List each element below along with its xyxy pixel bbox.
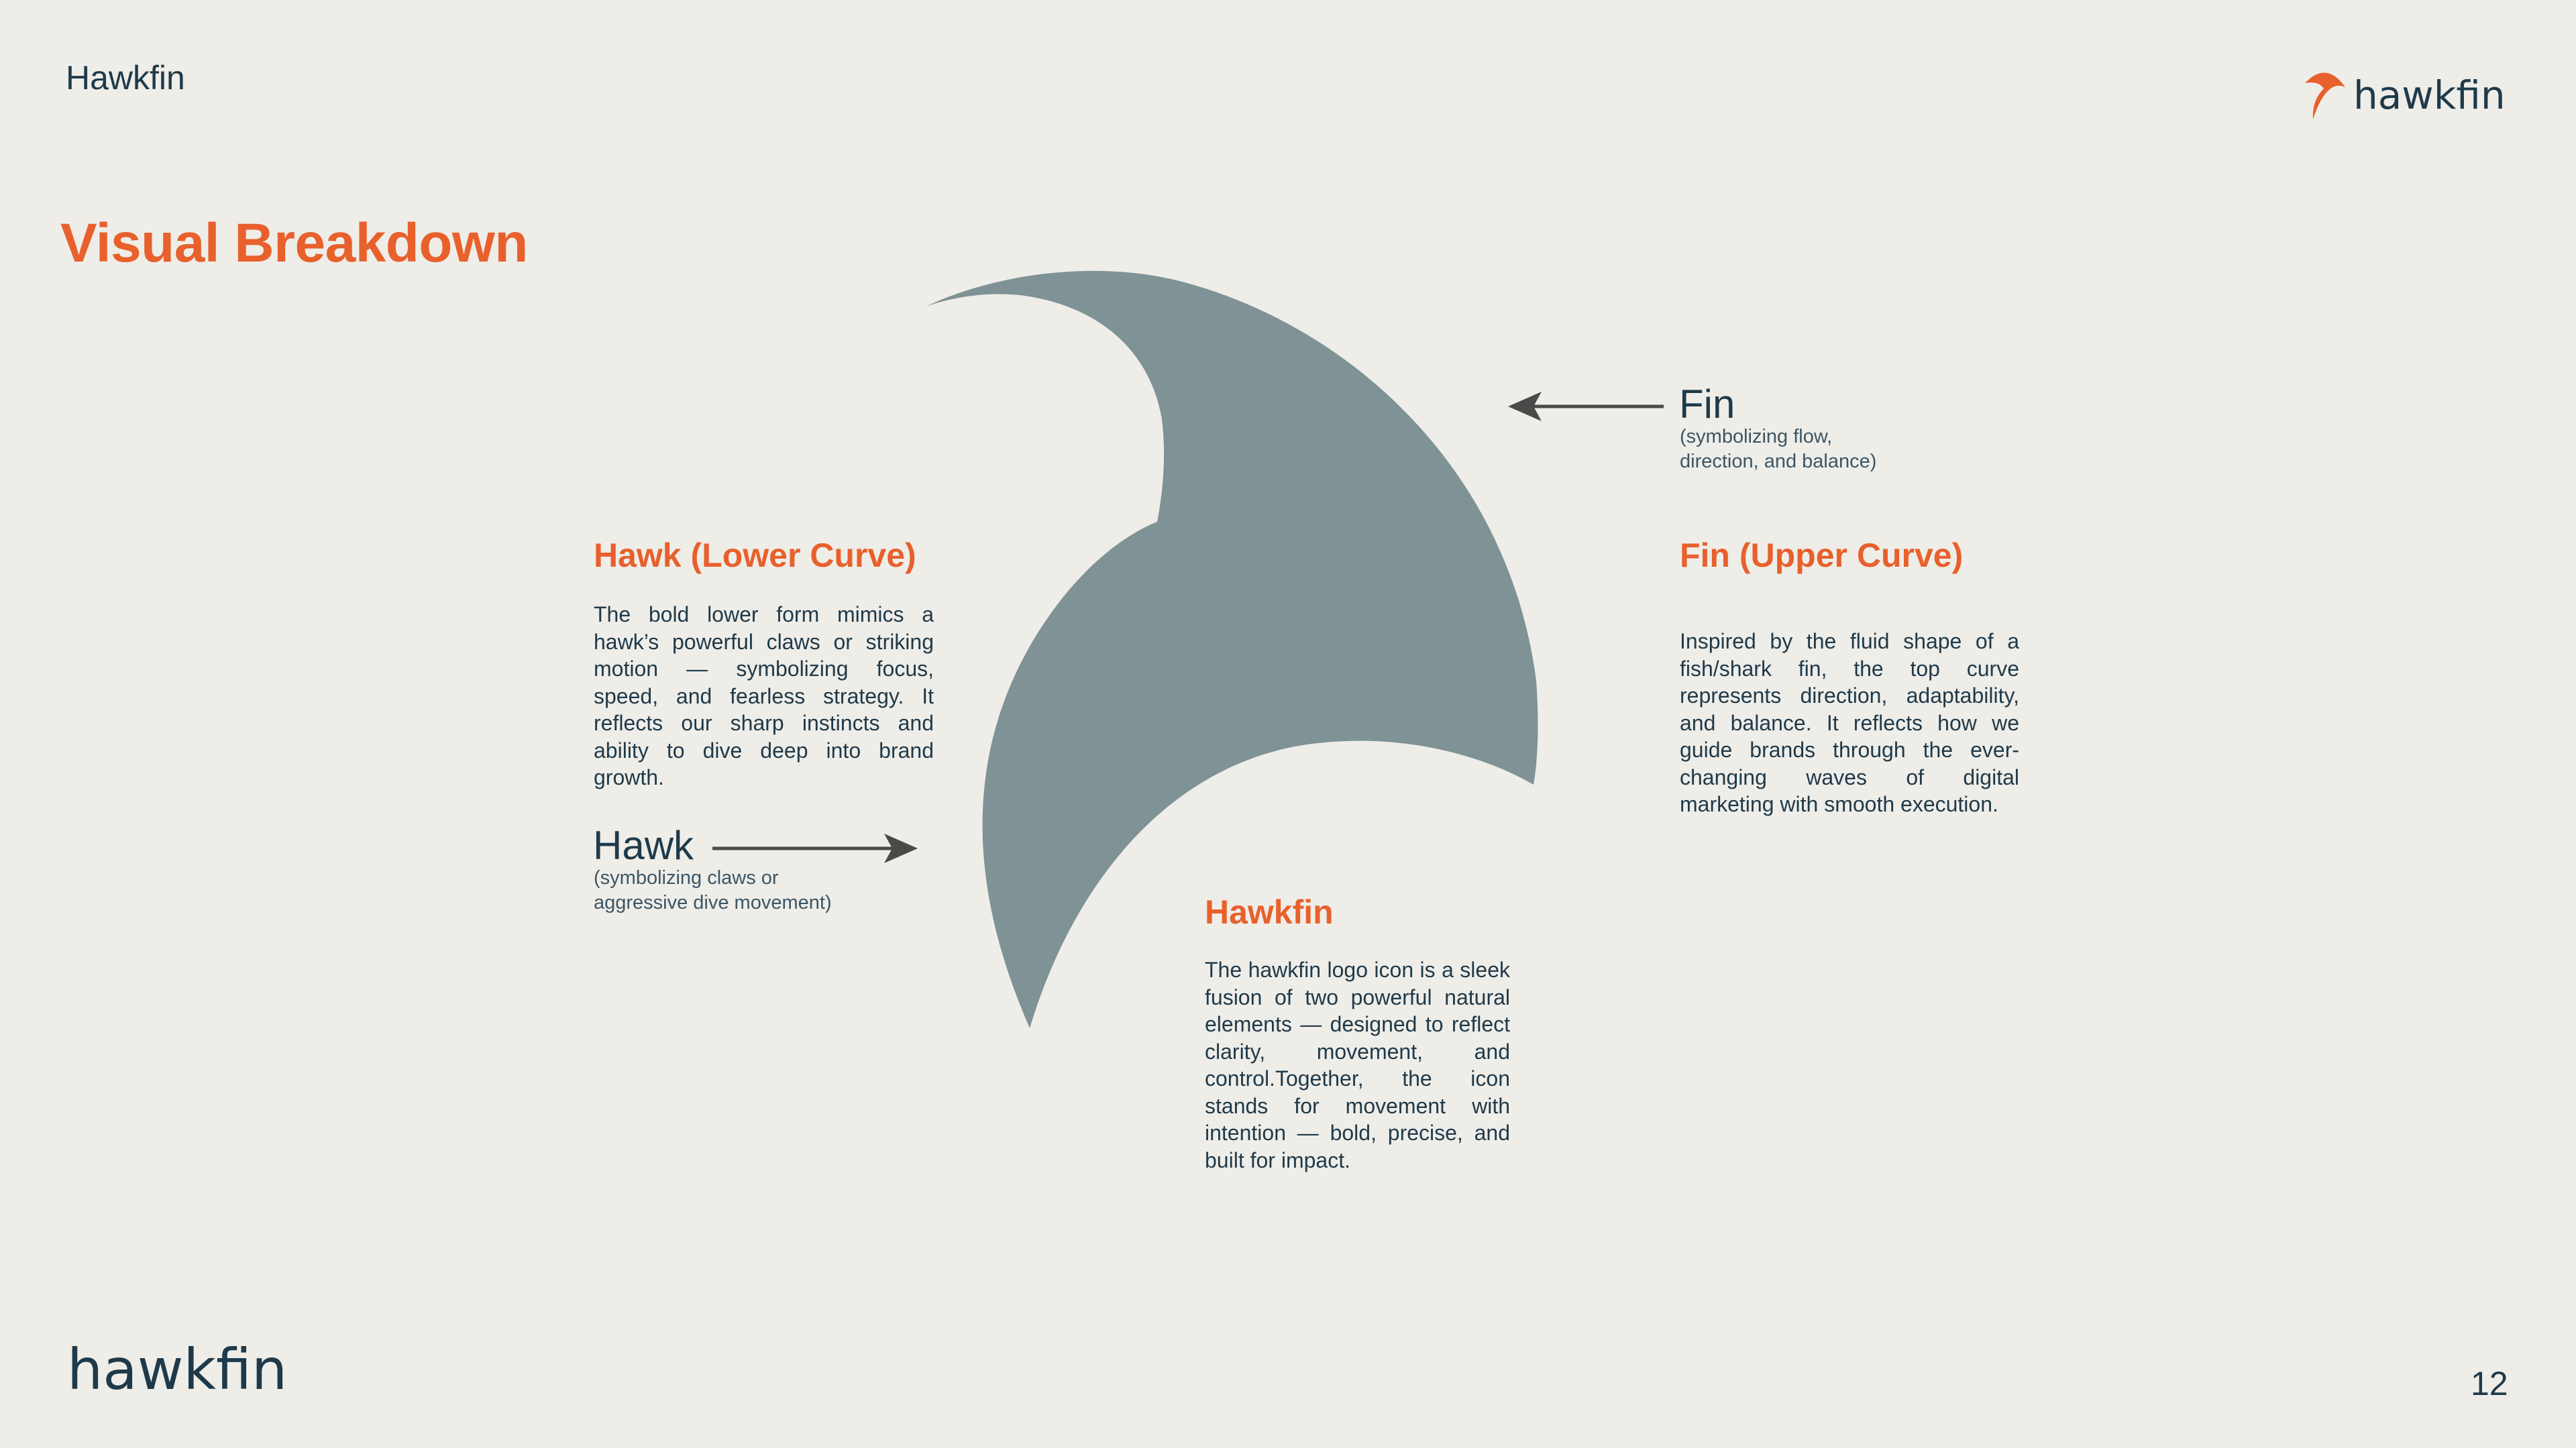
header-brand-label: Hawkfin	[66, 59, 185, 97]
hawk-callout-subtitle: (symbolizing claws or aggressive dive movement)	[594, 867, 832, 913]
logo-mark-icon	[2305, 72, 2345, 119]
header-logo	[2300, 64, 2521, 125]
hawk-arrow-icon	[712, 830, 918, 867]
logo-wordmark: hawkfin	[2353, 72, 2506, 118]
fin-callout-title: Fin	[1679, 382, 1735, 427]
hawkfin-section-body: The hawkfin logo icon is a sleek fusion of two powerful natural elements — designed to reflect clarity, movement, and control.Together, the icon stands for movement with intention — bold, precise, and built for impact.	[1205, 958, 1510, 1172]
footer-logo	[67, 1338, 295, 1398]
fin-section-body: Inspired by the fluid shape of a fish/shark fin, the top curve represents direction, adaptability, and balance. It reflects how we guide brands through the ever-changing waves of digital marketing with smooth execution.	[1680, 629, 2019, 816]
hawk-section-heading: Hawk (Lower Curve)	[594, 537, 916, 574]
page-title: Visual Breakdown	[60, 213, 528, 274]
fin-arrow-icon	[1508, 388, 1664, 425]
fin-callout-subtitle: (symbolizing flow, direction, and balance)	[1680, 426, 1877, 472]
hawkfin-section-heading: Hawkfin	[1205, 893, 1334, 931]
hawk-callout-title: Hawk	[593, 823, 694, 868]
footer-logo-wordmark: hawkfin	[67, 1338, 288, 1398]
fin-section-heading: Fin (Upper Curve)	[1680, 537, 1964, 574]
hawk-section-body: The bold lower form mimics a hawk’s powerful claws or striking motion — symbolizing focus, speed, and fearless strategy. It reflects our sharp instincts and ability to dive deep into brand growth.	[594, 602, 934, 789]
page-number: 12	[2471, 1365, 2508, 1402]
